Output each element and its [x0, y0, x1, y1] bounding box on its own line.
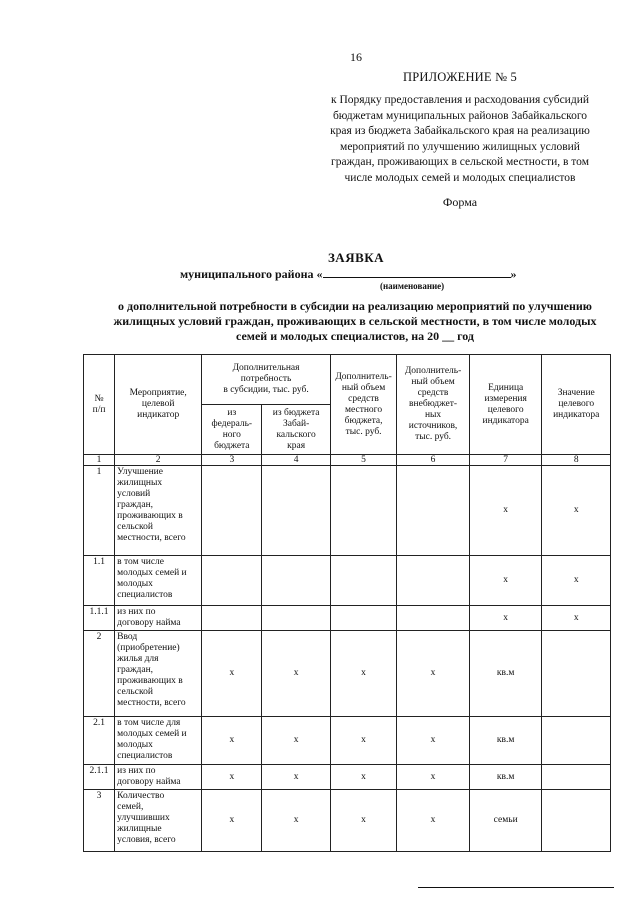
row-cell-c4 [262, 466, 330, 556]
cell-line: из них по [117, 766, 156, 776]
row-cell-c7: х [469, 466, 542, 556]
cell-line: молодых [117, 740, 153, 750]
row-number: 2 [84, 631, 115, 717]
row-label [115, 790, 202, 852]
subtitle-line: семей и молодых специалистов, на 20 __ год [236, 329, 474, 343]
cell-line: источников, [408, 421, 458, 431]
table-row [84, 466, 611, 556]
column-index: 3 [202, 455, 262, 466]
row-cell-c3 [202, 606, 262, 631]
application-subtitle [105, 299, 605, 344]
cell-line: в том числе [117, 557, 164, 567]
cell-line: кальского [276, 429, 316, 440]
cell-line: семей, [117, 802, 144, 812]
cell-line: Дополнитель- [404, 366, 462, 376]
application-title: ЗАЯВКА [327, 250, 385, 265]
district-prefix: муниципального района « [180, 267, 323, 281]
column-index: 6 [397, 455, 470, 466]
row-cell-c5: х [330, 765, 396, 790]
cell-line: жилья для [117, 654, 159, 664]
cell-line: Единица [488, 382, 524, 393]
row-cell-c8 [542, 765, 611, 790]
column-index-row [84, 455, 611, 466]
row-cell-c6: х [397, 631, 470, 717]
district-line [180, 267, 517, 282]
row-cell-c5: х [330, 631, 396, 717]
cell-line: из бюджета [272, 407, 320, 418]
row-cell-c7: х [469, 556, 542, 606]
header-regional [262, 405, 330, 455]
cell-line: измерения [484, 393, 527, 404]
table-row [84, 556, 611, 606]
row-label [115, 466, 202, 556]
cell-line: ный объем [411, 377, 455, 387]
cell-line: условий [117, 489, 151, 499]
row-cell-c6: х [397, 765, 470, 790]
row-cell-c4: х [262, 717, 330, 765]
cell-line: Количество [117, 791, 165, 801]
table-row [84, 765, 611, 790]
row-cell-c6: х [397, 790, 470, 852]
appendix-line: числе молодых семей и молодых специалистов [344, 171, 576, 184]
cell-line: индикатора [482, 415, 529, 426]
subtitle-line: о дополнительной потребности в субсидии на реализацию мероприятий по улучшению [118, 299, 592, 313]
cell-line: целевого [487, 404, 524, 415]
cell-line: Мероприятие, [129, 388, 187, 398]
column-index: 1 [84, 455, 115, 466]
cell-line: специалистов [117, 590, 173, 600]
cell-line: тыс. руб. [415, 432, 452, 442]
subtitle-line: жилищных условий граждан, проживающих в сельской местности, в том числе молодых [113, 314, 597, 328]
cell-line: граждан, [117, 665, 154, 675]
cell-line: (приобретение) [117, 643, 180, 653]
cell-line: в субсидии, тыс. руб. [223, 385, 309, 395]
row-cell-c6: х [397, 717, 470, 765]
cell-line: из них по [117, 607, 156, 617]
appendix-line: края из бюджета Забайкальского края на реализацию [330, 125, 590, 137]
cell-line: местности, всего [117, 698, 186, 708]
row-cell-c5 [330, 556, 396, 606]
row-cell-c3: х [202, 631, 262, 717]
cell-line: проживающих в [117, 511, 183, 521]
cell-line: местности, всего [117, 533, 186, 543]
cell-line: Дополнитель- [335, 371, 392, 382]
cell-line: жилищных [117, 478, 163, 488]
cell-line: проживающих в [117, 676, 183, 686]
cell-line: молодых семей и [117, 568, 187, 578]
row-cell-c5 [330, 466, 396, 556]
appendix-line: граждан, проживающих в сельской местности, в том [331, 156, 589, 168]
row-cell-c8 [542, 790, 611, 852]
cell-line: Ввод [117, 632, 138, 642]
row-number: 1 [84, 466, 115, 556]
cell-line: бюджета [214, 440, 250, 451]
cell-line: договору найма [117, 618, 181, 628]
table-row [84, 717, 611, 765]
row-cell-c4: х [262, 765, 330, 790]
row-cell-c7: х [469, 606, 542, 631]
cell-line: молодых [117, 579, 153, 589]
appendix-line: мероприятий по улучшению жилищных условий [340, 140, 580, 153]
cell-line: улучшивших [117, 813, 170, 823]
row-cell-c7: кв.м [469, 717, 542, 765]
column-index: 4 [262, 455, 330, 466]
header-value [542, 355, 611, 455]
row-cell-c6 [397, 466, 470, 556]
appendix-description [300, 93, 620, 186]
header-subsidy [202, 355, 331, 405]
cell-line: жилищные [117, 824, 162, 834]
cell-line: федераль- [211, 418, 253, 429]
row-cell-c8: х [542, 556, 611, 606]
appendix-line: бюджетам муниципальных районов Забайкальского [332, 109, 588, 122]
header-measure [115, 355, 202, 455]
row-cell-c5: х [330, 717, 396, 765]
cell-line: Забай- [282, 418, 310, 429]
column-index: 2 [115, 455, 202, 466]
cell-line: ный объем [341, 382, 386, 393]
cell-line: сельской [117, 522, 153, 532]
cell-line: Улучшение [117, 467, 163, 477]
cell-line: тыс. руб. [345, 426, 382, 437]
district-blank [323, 267, 511, 278]
application-table [83, 354, 611, 852]
row-number: 1.1.1 [84, 606, 115, 631]
row-cell-c7: семьи [469, 790, 542, 852]
footer-rule [418, 887, 614, 888]
row-cell-c8 [542, 717, 611, 765]
row-number: 2.1.1 [84, 765, 115, 790]
header-local-budget [330, 355, 396, 455]
header-num [84, 355, 115, 455]
cell-line: п/п [92, 404, 106, 415]
row-number: 3 [84, 790, 115, 852]
cell-line: специалистов [117, 751, 173, 761]
cell-line: сельской [117, 687, 153, 697]
cell-line: потребность [240, 374, 292, 384]
cell-line: местного [345, 404, 383, 415]
cell-line: внебюджет- [409, 399, 458, 409]
column-index: 5 [330, 455, 396, 466]
header-unit [469, 355, 542, 455]
cell-line: ных [424, 410, 442, 420]
form-label: Форма [442, 195, 478, 209]
table-row [84, 790, 611, 852]
page-number: 16 [350, 50, 362, 64]
row-cell-c4: х [262, 790, 330, 852]
column-index: 8 [542, 455, 611, 466]
row-cell-c3: х [202, 717, 262, 765]
row-cell-c8 [542, 631, 611, 717]
cell-line: в том числе для [117, 718, 181, 728]
cell-line: средств [417, 388, 449, 398]
cell-line: средств [348, 393, 379, 404]
appendix-title: ПРИЛОЖЕНИЕ № 5 [403, 70, 517, 84]
row-cell-c4 [262, 606, 330, 631]
row-cell-c3: х [202, 765, 262, 790]
cell-line: договору найма [117, 777, 181, 787]
row-number: 2.1 [84, 717, 115, 765]
row-cell-c3 [202, 556, 262, 606]
cell-line: бюджета, [344, 415, 383, 426]
row-cell-c6 [397, 556, 470, 606]
cell-line: Значение [557, 388, 595, 398]
row-cell-c5 [330, 606, 396, 631]
row-cell-c6 [397, 606, 470, 631]
row-label [115, 606, 202, 631]
cell-line: ного [222, 429, 241, 440]
row-cell-c8: х [542, 466, 611, 556]
cell-line: условия, всего [117, 835, 176, 845]
cell-line: целевого [558, 399, 595, 409]
row-label [115, 717, 202, 765]
cell-line: индикатора [553, 410, 600, 420]
row-cell-c5: х [330, 790, 396, 852]
row-label [115, 631, 202, 717]
district-suffix: » [510, 267, 517, 281]
table-row [84, 606, 611, 631]
table-row [84, 631, 611, 717]
row-cell-c7: кв.м [469, 631, 542, 717]
cell-line: целевой [141, 399, 175, 409]
row-number: 1.1 [84, 556, 115, 606]
appendix-line: к Порядку предоставления и расходования субсидий [330, 94, 589, 106]
row-cell-c3 [202, 466, 262, 556]
cell-line: Дополнительная [232, 363, 300, 373]
header-extra-budget [397, 355, 470, 455]
cell-line: из [227, 407, 237, 418]
name-hint: (наименование) [380, 281, 445, 291]
cell-line: индикатор [137, 410, 180, 420]
cell-line: № [94, 393, 104, 404]
header-federal [202, 405, 262, 455]
cell-line: молодых семей и [117, 729, 187, 739]
cell-line: края [287, 440, 306, 451]
row-cell-c4: х [262, 631, 330, 717]
column-index: 7 [469, 455, 542, 466]
row-cell-c3: х [202, 790, 262, 852]
row-cell-c4 [262, 556, 330, 606]
cell-line: граждан, [117, 500, 154, 510]
row-label [115, 556, 202, 606]
row-label [115, 765, 202, 790]
row-cell-c8: х [542, 606, 611, 631]
row-cell-c7: кв.м [469, 765, 542, 790]
